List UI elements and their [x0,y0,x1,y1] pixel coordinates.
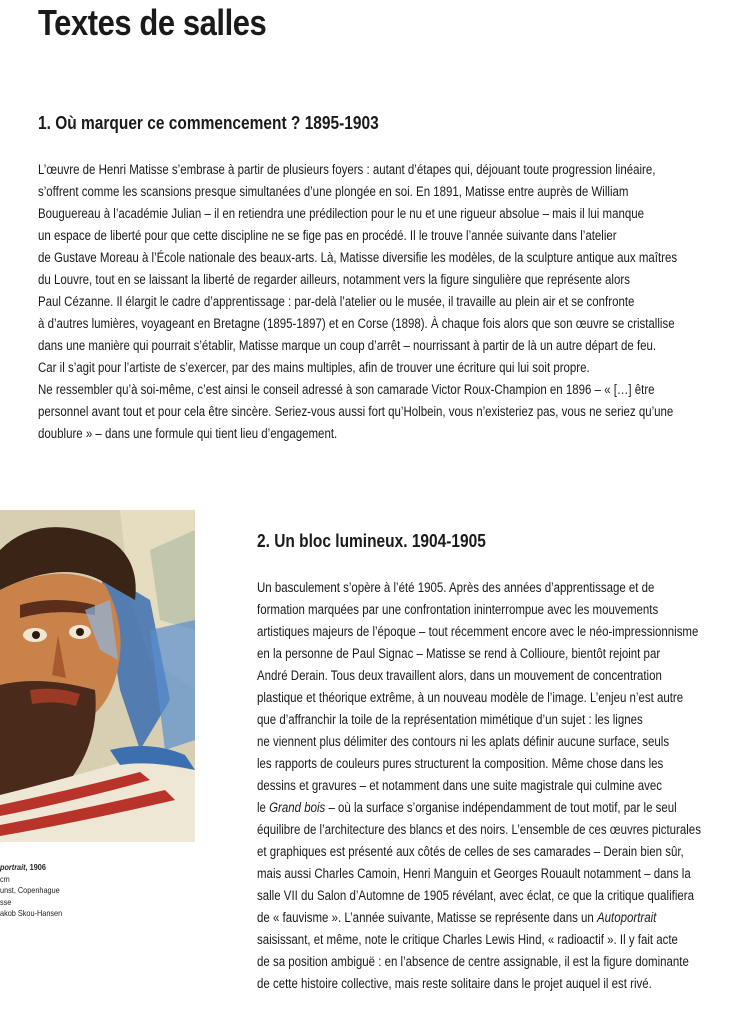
text-line: Ne ressembler qu’à soi-même, c’est ainsi le conseil adressé à son camarade Victor Roux-Champion en 1896 – « […] être [38,382,655,397]
caption-line: akob Skou-Hansen [0,908,63,918]
text-line: de Gustave Moreau à l’École nationale des beaux-arts. Là, Matisse diversifie les modèles, de la sculpture antique aux maîtres [38,250,678,265]
text-line: s’offrent comme les scansions presque simultanées d’une plongée en soi. En 1891, Matisse entre auprès de William [38,184,629,199]
text-line: à d’autres lumières, voyageant en Bretagne (1895-1897) et en Corse (1898). À chaque fois alors que son œuvre se cristallise [38,316,675,331]
text-line: Bouguereau à l’académie Julian – il en retiendra une prédilection pour le nu et une rigueur absolue – mais il lui manque [38,206,645,221]
text-line: L’œuvre de Henri Matisse s’embrase à partir de plusieurs foyers : autant d’étapes qui, déjouant toute progression linéaire, [38,162,656,177]
text-line: un espace de liberté pour que cette discipline ne se fige pas en procédé. Il le trouve l’année suivante dans l’atelier [38,228,617,243]
section-heading-1: 1. Où marquer ce commencement ? 1895-1903 [38,113,379,133]
caption-title: portrait, 1906 [0,862,46,872]
text-line: de « fauvisme ». L’année suivante, Matisse se représente dans un Autoportrait [257,910,657,925]
text-line: du Louvre, tout en se laissant la liberté de regarder ailleurs, notamment vers la figure singulière que représente alors [38,272,630,287]
text-line: les rapports de couleurs pures structurent la composition. Même chose dans les [257,756,664,771]
text-line: équilibre de l’architecture des blancs et des noirs. L’ensemble de ces œuvres picturales [257,822,701,837]
section-1-text [38,159,677,445]
caption-line: unst, Copenhague [0,885,60,895]
text-line: Un basculement s’opère à l’été 1905. Après des années d’apprentissage et de [257,580,655,595]
text-line: de cette histoire collective, mais reste solitaire dans le projet auquel il est rivé. [257,976,652,991]
page-title: Textes de salles [38,2,267,43]
text-line: doublure » – dans une formule qui tient lieu d’engagement. [38,426,338,441]
text-line: que d’affranchir la toile de la représentation mimétique d’un sujet : les lignes [257,712,643,727]
text-line: dessins et gravures – et notamment dans une suite magistrale qui culmine avec [257,778,663,793]
self-portrait-image [0,510,195,842]
text-line: de sa position ambiguë : en l’absence de centre assignable, il est la figure dominante [257,954,689,969]
caption-line: cm [0,873,10,884]
text-line: en la personne de Paul Signac – Matisse se rend à Collioure, bientôt rejoint par [257,646,661,661]
text-line: plastique et théorique extrême, à un nouveau modèle de l’image. L’enjeu n’est autre [257,690,684,705]
section-heading-2: 2. Un bloc lumineux. 1904-1905 [257,531,486,551]
image-caption [0,862,62,920]
text-line: Paul Cézanne. Il élargit le cadre d’apprentissage : par-delà l’atelier ou le musée, il travaille au plein air et se confronte [38,294,635,309]
text-line: formation marquées par une confrontation ininterrompue avec les mouvements [257,602,659,617]
text-line: salle VII du Salon d’Automne de 1905 révélant, avec éclat, ce que la critique qualifiera [257,888,694,903]
text-line: André Derain. Tous deux travaillent alors, dans un mouvement de concentration [257,668,662,683]
text-line: personnel avant tout et pour cela être sincère. Seriez-vous aussi fort qu’Holbein, vous n’existeriez pas, vous ne seriez qu’une [38,404,674,419]
caption-line: sse [0,896,12,907]
text-line: ne viennent plus délimiter des contours ni les aplats définir aucune surface, seuls [257,734,670,749]
text-line: artistiques majeurs de l’époque – tout récemment encore avec le néo-impressionnisme [257,624,699,639]
text-line: Car il s’agit pour l’artiste de s’exercer, par des mains multiples, afin de trouver une écriture qui lui soit propre. [38,360,590,375]
text-line: saisissant, et même, note le critique Charles Lewis Hind, « radioactif ». Il y fait acte [257,932,678,947]
section-2-text [257,577,701,995]
text-line: dans une manière qui pourrait s’établir, Matisse marque un coup d’arrêt – nourrissant à partir de là un autre départ de feu. [38,338,657,353]
text-line: le Grand bois – où la surface s’organise indépendamment de tout motif, par le seul [257,800,677,815]
text-line: et graphiques est présenté aux côtés de celles de ses camarades – Derain bien sûr, [257,844,684,859]
text-line: mais aussi Charles Camoin, Henri Manguin et Georges Rouault notamment – dans la [257,866,691,881]
